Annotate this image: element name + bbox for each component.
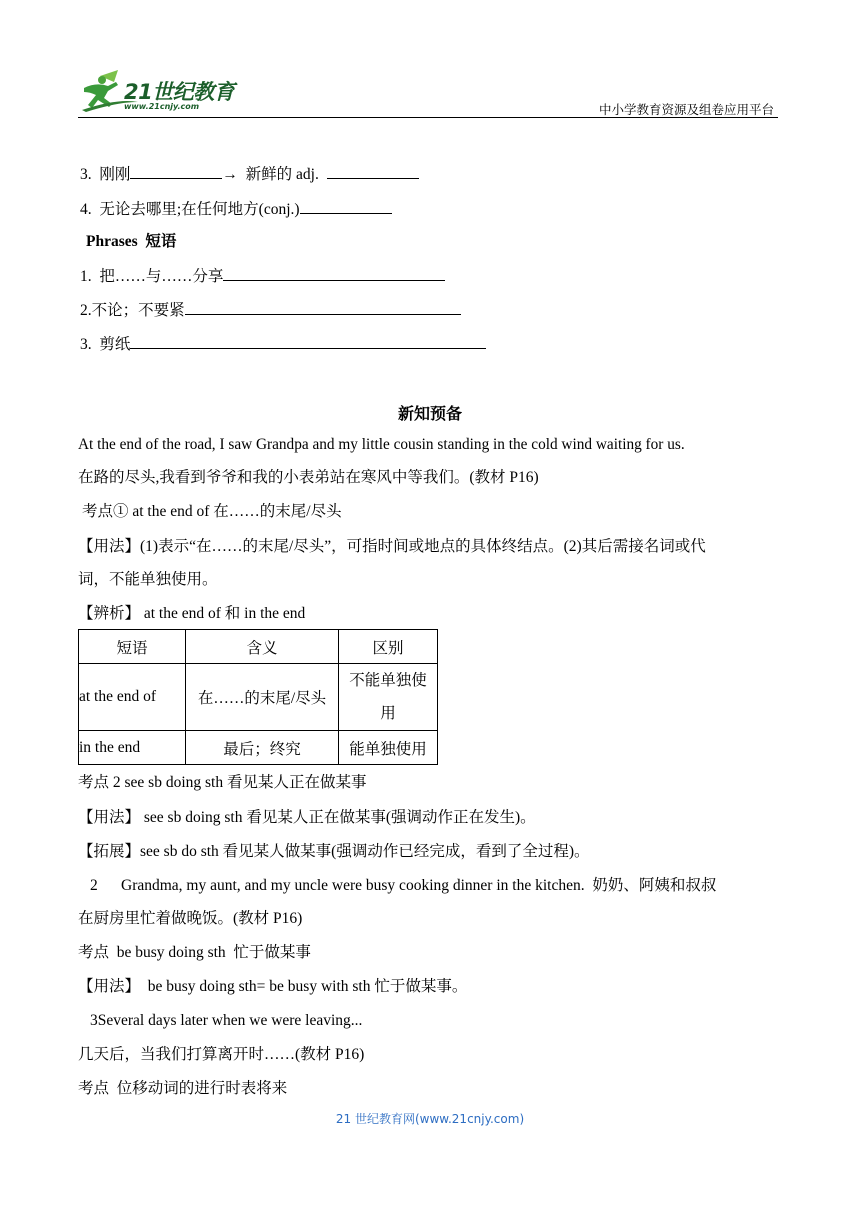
phrase-text: 把……与……分享 [99,268,224,285]
table-cell-diff: 能单独使用 [339,731,438,765]
table-cell-phrase: at the end of [79,664,186,731]
point-1-usage-line2: 词，不能单独使用。 [78,571,218,588]
sentence-3-cn: 几天后，当我们打算离开时……(教材 P16) [78,1046,365,1063]
phrase-item-1 [80,266,445,287]
vocab-item-4 [80,199,392,220]
logo-title: 21世纪教育 [124,80,235,104]
phrase-item-2 [80,300,461,321]
phrases-heading-cn: 短语 [145,233,177,250]
answer-blank[interactable] [185,300,461,315]
header-platform-text: 中小学教育资源及组卷应用平台 [598,102,774,117]
point-1-title: 考点① at the end of 在……的末尾/尽头 [82,503,342,520]
site-logo [78,68,238,114]
table-cell-diff-line: 不能单独使 [349,672,427,689]
comparison-table [78,629,438,765]
answer-blank[interactable] [300,199,392,214]
table-cell-phrase: in the end [79,731,186,765]
table-row [79,664,438,731]
point-1-usage-line1: 【用法】(1)表示“在……的末尾/尽头”，可指时间或地点的具体终结点。(2)其后需接名词或代 [78,538,706,555]
phrase-number: 2. [80,302,92,319]
point-2-usage: 【用法】 see sb doing sth 看见某人正在做某事(强调动作正在发生)。 [78,809,536,826]
table-header-cell: 含义 [186,630,339,664]
table-header-cell: 区别 [339,630,438,664]
sentence-3-en: 3Several days later when we were leaving... [90,1012,363,1029]
table-header-cell: 短语 [79,630,186,664]
footer-link[interactable]: 21 世纪教育网(www.21cnjy.com) [335,1112,525,1126]
table-cell-diff [339,664,438,731]
answer-blank[interactable] [130,334,486,349]
sentence-1-en: At the end of the road, I saw Grandpa and my little cousin standing in the cold wind waiting for us. [78,436,685,453]
table-cell-meaning: 最后；终究 [186,731,339,765]
phrase-number: 1. [80,268,92,285]
vocab-item-3 [80,164,419,185]
vocab-item-number: 4. [80,201,92,218]
table-row [79,731,438,765]
header-divider [78,117,778,118]
point-1-analysis: 【辨析】 at the end of 和 in the end [78,605,306,622]
table-cell-meaning: 在……的末尾/尽头 [186,664,339,731]
phrase-text: 剪纸 [99,336,131,353]
phrases-heading [86,232,176,252]
point-2-extend: 【拓展】see sb do sth 看见某人做某事(强调动作已经完成，看到了全过程)。 [78,843,590,860]
answer-blank[interactable] [327,164,419,179]
vocab-item-number: 3. [80,166,92,183]
phrase-text: 不论；不要紧 [91,302,185,319]
point-2-title: 考点 2 see sb doing sth 看见某人正在做某事 [78,774,367,791]
point-4-title: 考点 位移动词的进行时表将来 [78,1080,288,1097]
answer-blank[interactable] [130,164,222,179]
arrow-icon: → [222,166,238,183]
table-header-row [79,630,438,664]
section-title: 新知预备 [397,406,462,423]
phrase-item-3 [80,334,486,355]
table-cell-diff-line: 用 [380,705,396,722]
point-3-title: 考点 be busy doing sth 忙于做某事 [78,944,311,961]
sentence-2-line1: 2 Grandma, my aunt, and my uncle were busy cooking dinner in the kitchen. 奶奶、阿姨和叔叔 [90,877,717,894]
phrases-heading-en: Phrases [86,233,138,250]
phrase-number: 3. [80,336,92,353]
sentence-1-cn: 在路的尽头,我看到爷爷和我的小表弟站在寒风中等我们。(教材 P16) [78,469,539,486]
sentence-2-line2: 在厨房里忙着做晚饭。(教材 P16) [78,910,303,927]
vocab-item-text: 无论去哪里;在任何地方(conj.) [99,201,300,218]
vocab-item-text: 刚刚 [99,166,131,183]
logo-url: www.21cnjy.com [124,102,200,111]
vocab-item-text: 新鲜的 adj. [245,166,319,183]
point-3-usage: 【用法】 be busy doing sth= be busy with sth 忙于做某事。 [78,978,468,995]
answer-blank[interactable] [223,266,445,281]
